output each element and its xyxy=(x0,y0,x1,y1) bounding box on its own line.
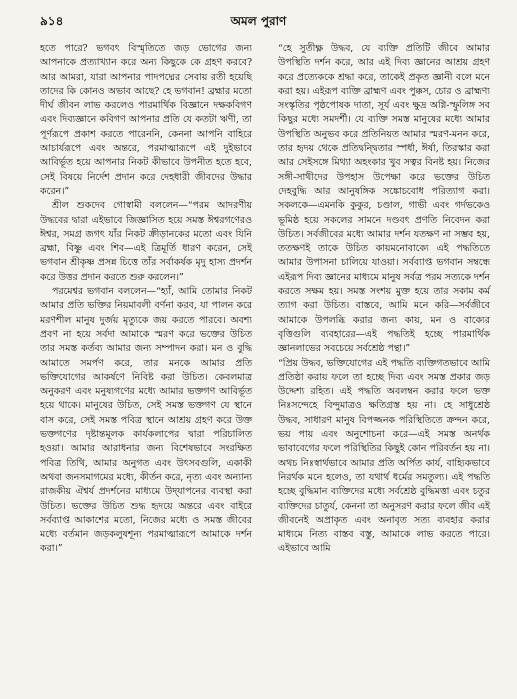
paragraph: “হে সুতীক্ষ্ণ উদ্ধব, যে ব্যক্তি প্রতিটি জীবে আমার উপস্থিতি দর্শন করে, আর এই দিব্য জ্ঞানের আশ্রয় গ্রহণ করে প্রত্যেককে শ্রদ্ধা করে, তাকেই প্রকৃত জ্ঞানী বলে মনে করা হয়। এইরূপ ব্যক্তি ব্রাহ্মণ এবং পুক্কস, চোর ও ব্রাহ্মণ্য সংস্কৃতির পৃষ্ঠপোষক দাতা, সূর্য এবং ক্ষুদ্র অগ্নি-স্ফুলিঙ্গ সব কিছুর মধ্যে সমদর্শী। যে ব্যক্তি সমস্ত মানুষের মধ্যে আমার উপস্থিতি অনুভব করে প্রতিনিয়ত আমার স্মরণ-মনন করে, তার হৃদয় থেকে প্রতিদ্বন্দ্বিতার স্পর্ধা, ঈর্ষা, তিরস্কার করা আর সেইসঙ্গে মিথ্যা অহংকার খুব সত্বর বিনষ্ট হয়। নিজের সঙ্গী-সাথীদের উপহাস উপেক্ষা করে ভক্তের উচিত দেহবুদ্ধি আর আনুষঙ্গিক সঙ্কোচবোধ পরিত্যাগ করা। সকলকে—এমনকি কুকুর, চণ্ডাল, গাভী এবং গর্দভকেও ভূমিষ্ঠ হয়ে সকলের সামনে দণ্ডবৎ প্রণতি নিবেদন করা উচিত। সর্বজীবের মধ্যে আমার দর্শন যতক্ষণ না সম্ভব হয়, ততক্ষণই তাকে উচিত কায়মনোবাক্যে এই পদ্ধতিতে আমার উপাসনা চালিয়ে যাওয়া। সর্বব্যাপ্ত ভগবান সম্বন্ধে এইরূপ দিব্য জ্ঞানের মাধ্যমে মানুষ সর্বত্র পরম সত্যকে দর্শন করতে সক্ষম হয়। সমস্ত সংশয় মুক্ত হয়ে তার সকাম কর্ম ত্যাগ করা উচিত। বাস্তবে, আমি মনে করি—সর্বজীবে আমাকে উপলব্ধি করার জন্য কায়, মন ও বাক্যের বৃত্তিগুলি ব্যবহারের—এই পদ্ধতিই হচ্ছে পারমার্থিক জ্ঞানলাভের সবচেয়ে সর্বশ্রেষ্ঠ পন্থা।” xyxy=(278,43,490,355)
right-column xyxy=(278,42,490,557)
page-number: ৯১৪ xyxy=(40,14,64,28)
paragraph: হতে পারে? ভগবৎ বিস্মৃতিতে জড় ভোগের জন্য আপনাকে প্রত্যাখ্যান করে অন্য কিছুকে কে গ্রহণ করবে? আর আমরা, যারা আপনার পাদপদ্মের সেবায় রতী হয়েছি তাদের কি কোনও অভাব আছে? হে ভগবান! ব্রহ্মার মতো দীর্ঘ জীবন লাভ করলেও পারমার্থিক বিজ্ঞানে দক্ষকবিগণ এবং দিব্যজ্ঞানে কবিগণ আপনার প্রতি যে কতটা ঋণী, তা পূর্ণরূপে প্রকাশ করতে পারেননি, কেননা আপনি বাহিরে আচার্যরূপে এবং অন্তরে, পরমাত্মারূপে এই দুইভাবে আবির্ভূত হয়ে আপনার নিকট কীভাবে উপনীত হতে হবে, সেই বিষয়ে নির্দেশ প্রদান করে দেহধারী জীবদের উদ্ধার করেন।” xyxy=(40,43,252,197)
paragraph: শ্রীল শুকদেব গোস্বামী বললেন—“পরম আদরণীয় উদ্ধবের দ্বারা এইভাবে জিজ্ঞাসিত হয়ে সমস্ত ঈশ্বরগণেরও ঈশ্বর, সমগ্র জগৎ যাঁর নিকট ক্রীড়ানকের মতো এবং যিনি ব্রহ্মা, বিষ্ণু এবং শিব—এই ত্রিমূর্তি ধারণ করেন, সেই ভগবান শ্রীকৃষ্ণ প্রসন্ন চিত্তে তাঁর সর্বাকর্ষক মৃদু হাস্য প্রদর্শন করে উত্তর প্রদান করতে শুরু করলেন।” xyxy=(40,200,252,283)
left-column xyxy=(40,42,252,557)
page-title: অমল পুরাণ xyxy=(230,14,287,28)
paragraph: পরমেশ্বর ভগবান বললেন—“হ্যাঁ, আমি তোমার নিকট আমার প্রতি ভক্তির নিয়মাবলী বর্ণনা করব, যা পালন করে মরণশীল মানুষ দুর্জয় মৃত্যুকে জয় করতে পারবে। অবশ্য প্রবণ না হয়ে সর্বদা আমাকে স্মরণ করে ভক্তের উচিত তার সমস্ত কর্তব্য আমার জন্য সম্পাদন করা। মন ও বুদ্ধি আমাতে সমর্পণ করে, তার মনকে আমার প্রতি ভক্তিযোগের আকর্ষণে নিবিষ্ট করা উচিত। কেবলমাত্র অনুকরণ এবং মনুষ্যগণের মধ্যে আমার ভক্তগণ আবির্ভূত হয়ে থাকে। মানুষের উচিত, সেই সমস্ত ভক্তগণ যে স্থানে বাস করে, সেই সমস্ত পবিত্র স্থানে আশ্রয় গ্রহণ করে উক্ত ভক্তগণের দৃষ্টান্তমূলক কার্যকলাপের দ্বারা পরিচালিত হওয়া। আমার আরাধনার জন্য বিশেষভাবে সংরক্ষিত পবিত্র তিথি, আমার অনুগত এবং উৎসবগুলি, একাকী অথবা জনসমাগমের মধ্যে, কীর্তন করে, নৃত্য এবং অন্যান্য রাজকীয় ঐশ্বর্য প্রদর্শনের মাধ্যমে উদ্‌যাপনের ব্যবস্থা করা উচিত। ভক্তের উচিত শুদ্ধ হৃদয়ে অন্তরে এবং বাইরে সর্বব্যাপ্ত আকাশের মতো, নিজের মধ্যে ও সমস্ত জীবের মধ্যে বর্তমান জড়কলুষশূন্য পরমাত্মারূপে আমাকে দর্শন করা।” xyxy=(40,286,252,555)
paragraph: “প্রিয় উদ্ধব, ভক্তিযোগের এই পদ্ধতি ব্যক্তিগতভাবে আমি প্রতিষ্ঠা করায় ফলে তা হচ্ছে দিব্য এবং সমস্ত প্রকার জড় উদ্দেশ্য রহিত। এই পদ্ধতি অবলম্বন করার ফলে ভক্ত নিঃসন্দেহে বিন্দুমাত্রও ক্ষতিগ্রস্ত হয় না। হে সাধুশ্রেষ্ঠ উদ্ধব, সাধারণ মানুষ বিপজ্জনক পরিস্থিতিতে ক্রন্দন করে, ভয় পায় এবং অনুশোচনা করে—এই সমস্ত অনর্থক ভাবাবেগের ফলে পরিস্থিতির কিছুই কোন পরিবর্তন হয় না। অথচ নিঃস্বার্থভাবে আমার প্রতি অর্পিত কার্য, বাহ্যিকভাবে নিরর্থক মনে হলেও, তা যথার্থ ধর্মের সমতুল্য। এই পদ্ধতি হচ্ছে বুদ্ধিমান ব্যক্তিদের মধ্যে সর্বশ্রেষ্ঠ বুদ্ধিমত্তা এবং চতুর ব্যক্তিদের চাতুর্য, কেননা তা অনুসরণ করার ফলে জীব এই জীবনেই অপ্রাকৃত এবং অনাবৃত সত্য ব্যবহার করার মাধ্যমে নিত্য বাস্তব বস্তু, আমাকে লাভ করতে পারে। এইভাবে আমি xyxy=(278,357,490,555)
